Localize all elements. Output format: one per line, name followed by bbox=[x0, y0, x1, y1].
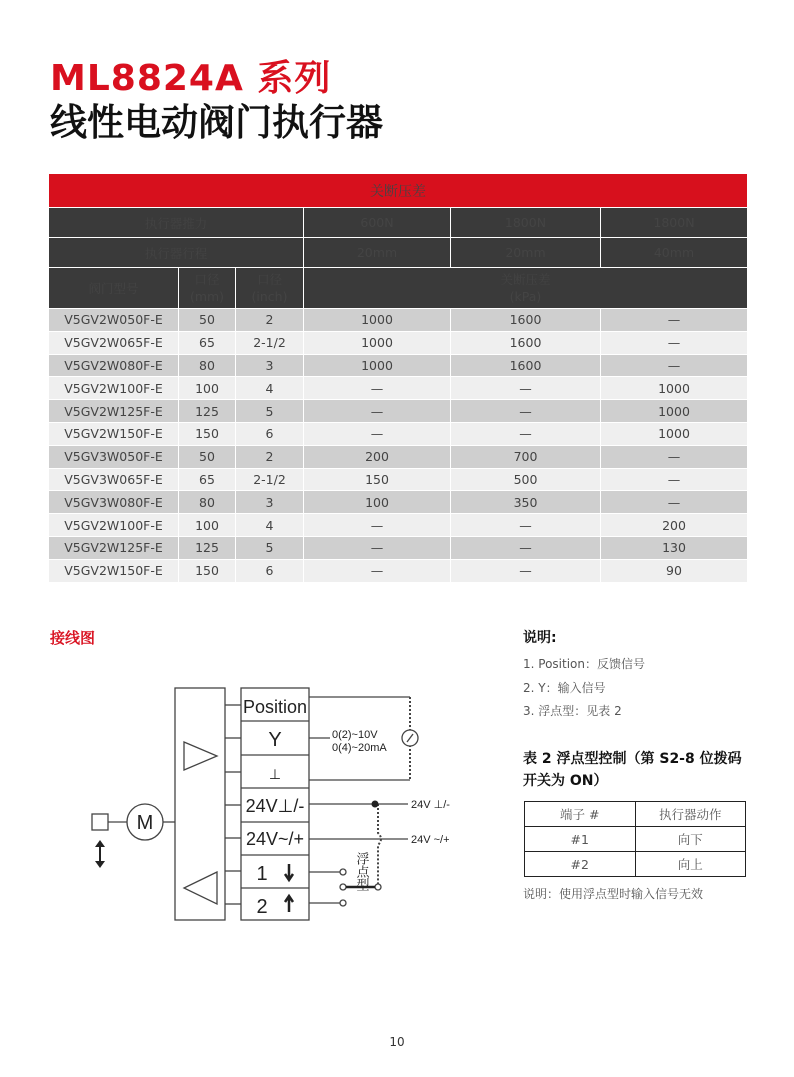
table2-cell: #2 bbox=[525, 852, 636, 877]
header-model: 阀门型号 bbox=[49, 268, 179, 309]
table2-cell: 向下 bbox=[635, 827, 746, 852]
table-cell: 4 bbox=[236, 514, 304, 537]
wiring-title: 接线图 bbox=[50, 629, 96, 647]
table-cell: — bbox=[304, 514, 451, 537]
table2-note: 说明：使用浮点型时输入信号无效 bbox=[523, 887, 704, 901]
table-cell: 6 bbox=[236, 422, 304, 445]
signal-voltage: 0(2)~10V bbox=[332, 729, 378, 741]
table-cell: V5GV2W150F-E bbox=[49, 559, 179, 582]
table2-title: 表 2 浮点型控制（第 S2-8 位拨码开关为 ON） bbox=[523, 751, 742, 789]
table-cell: V5GV2W125F-E bbox=[49, 400, 179, 423]
table-cell: 100 bbox=[179, 377, 236, 400]
table-cell: 1000 bbox=[304, 354, 451, 377]
table2-cell: 向上 bbox=[635, 852, 746, 877]
header-text: 口径 bbox=[256, 272, 282, 287]
table-cell: 1600 bbox=[451, 309, 601, 332]
title-series: ML8824A 系列 bbox=[50, 58, 332, 99]
table-cell: 1600 bbox=[451, 331, 601, 354]
table-cell: — bbox=[451, 377, 601, 400]
banner: 关断压差 bbox=[49, 174, 748, 208]
table-cell: — bbox=[451, 559, 601, 582]
table-cell: 5 bbox=[236, 400, 304, 423]
table-cell: 125 bbox=[179, 400, 236, 423]
table-cell: — bbox=[451, 536, 601, 559]
table-cell: — bbox=[304, 536, 451, 559]
table-cell: 50 bbox=[179, 309, 236, 332]
amplifier-icon bbox=[184, 742, 217, 770]
table-cell: — bbox=[601, 445, 748, 468]
table-cell: 700 bbox=[451, 445, 601, 468]
table-cell: — bbox=[304, 422, 451, 445]
table-cell: V5GV2W080F-E bbox=[49, 354, 179, 377]
table-cell: 80 bbox=[179, 354, 236, 377]
terminal-24v-pos: 24V~/+ bbox=[245, 829, 305, 849]
table-cell: V5GV2W150F-E bbox=[49, 422, 179, 445]
header-text: 口径 bbox=[194, 272, 220, 287]
title-product: 线性电动阀门执行器 bbox=[50, 101, 383, 144]
table-cell: 200 bbox=[601, 514, 748, 537]
floating-label: 浮点型 bbox=[354, 852, 370, 891]
thrust-value: 1800N bbox=[601, 208, 748, 238]
signal-current: 0(4)~20mA bbox=[332, 742, 387, 754]
table-cell: V5GV2W065F-E bbox=[49, 331, 179, 354]
stroke-value: 20mm bbox=[451, 238, 601, 268]
table-cell: 1000 bbox=[304, 331, 451, 354]
table-cell: 150 bbox=[179, 559, 236, 582]
table-cell: V5GV2W125F-E bbox=[49, 536, 179, 559]
table-cell: 3 bbox=[236, 491, 304, 514]
supply-neg-label: 24V ⊥/- bbox=[411, 799, 450, 811]
table-cell: 100 bbox=[304, 491, 451, 514]
stroke-value: 40mm bbox=[601, 238, 748, 268]
table-cell: 50 bbox=[179, 445, 236, 468]
motor-label: M bbox=[136, 812, 154, 834]
header-text: (inch) bbox=[251, 289, 288, 304]
table-cell: — bbox=[451, 422, 601, 445]
table2-cell: #1 bbox=[525, 827, 636, 852]
table-cell: 350 bbox=[451, 491, 601, 514]
table-cell: 1000 bbox=[601, 400, 748, 423]
notes bbox=[523, 627, 753, 724]
table-cell: 130 bbox=[601, 536, 748, 559]
table2-header: 端子 # bbox=[525, 802, 636, 827]
table-cell: — bbox=[601, 354, 748, 377]
terminal-ground: ⊥ bbox=[268, 766, 282, 782]
table-cell: 2 bbox=[236, 309, 304, 332]
table2 bbox=[524, 801, 746, 877]
table-cell: 150 bbox=[304, 468, 451, 491]
notes-heading: 说明: bbox=[523, 630, 557, 646]
table-cell: 125 bbox=[179, 536, 236, 559]
table-cell: 200 bbox=[304, 445, 451, 468]
table-cell: — bbox=[601, 468, 748, 491]
table-cell: 2-1/2 bbox=[236, 331, 304, 354]
table-cell: V5GV3W050F-E bbox=[49, 445, 179, 468]
terminal-2: 2 bbox=[256, 896, 268, 918]
table2-header: 执行器动作 bbox=[635, 802, 746, 827]
table-cell: — bbox=[451, 400, 601, 423]
table-cell: 90 bbox=[601, 559, 748, 582]
stroke-label: 执行器行程 bbox=[49, 238, 304, 268]
terminal-1: 1 bbox=[256, 863, 268, 885]
table-cell: 150 bbox=[179, 422, 236, 445]
table-cell: V5GV2W100F-E bbox=[49, 377, 179, 400]
note-item: 2. Y：输入信号 bbox=[523, 680, 606, 695]
table-cell: — bbox=[601, 309, 748, 332]
table-cell: 100 bbox=[179, 514, 236, 537]
supply-pos-label: 24V ~/+ bbox=[411, 834, 450, 846]
table-cell: 2-1/2 bbox=[236, 468, 304, 491]
table-cell: 80 bbox=[179, 491, 236, 514]
table-cell: 1000 bbox=[601, 422, 748, 445]
header-text: (mm) bbox=[189, 289, 225, 304]
table-cell: — bbox=[601, 331, 748, 354]
terminal-y: Y bbox=[268, 729, 282, 751]
table-cell: — bbox=[601, 491, 748, 514]
terminal-24v-neg: 24V⊥/- bbox=[245, 796, 305, 816]
table-cell: 1000 bbox=[601, 377, 748, 400]
table-cell: 1000 bbox=[304, 309, 451, 332]
table-cell: — bbox=[451, 514, 601, 537]
table-cell: — bbox=[304, 559, 451, 582]
table-cell: 2 bbox=[236, 445, 304, 468]
table-cell: — bbox=[304, 400, 451, 423]
stroke-value: 20mm bbox=[304, 238, 451, 268]
table-cell: 6 bbox=[236, 559, 304, 582]
page-number: 10 bbox=[389, 1035, 405, 1049]
table-cell: 65 bbox=[179, 468, 236, 491]
terminal-position: Position bbox=[242, 697, 308, 717]
note-item: 3. 浮点型：见表 2 bbox=[523, 704, 622, 718]
table-cell: 4 bbox=[236, 377, 304, 400]
table-cell: V5GV3W065F-E bbox=[49, 468, 179, 491]
table-cell: 500 bbox=[451, 468, 601, 491]
amplifier-icon bbox=[184, 872, 217, 904]
table-cell: 5 bbox=[236, 536, 304, 559]
table-cell: — bbox=[304, 377, 451, 400]
thrust-value: 600N bbox=[304, 208, 451, 238]
header-text: (kPa) bbox=[509, 289, 542, 304]
thrust-value: 1800N bbox=[451, 208, 601, 238]
table-cell: V5GV3W080F-E bbox=[49, 491, 179, 514]
note-item: 1. Position：反馈信号 bbox=[523, 657, 645, 671]
table-cell: V5GV2W100F-E bbox=[49, 514, 179, 537]
header-text: 关断压差 bbox=[500, 272, 551, 287]
table-cell: V5GV2W050F-E bbox=[49, 309, 179, 332]
table-cell: 3 bbox=[236, 354, 304, 377]
thrust-label: 执行器推力 bbox=[49, 208, 304, 238]
table-cell: 1600 bbox=[451, 354, 601, 377]
table-cell: 65 bbox=[179, 331, 236, 354]
